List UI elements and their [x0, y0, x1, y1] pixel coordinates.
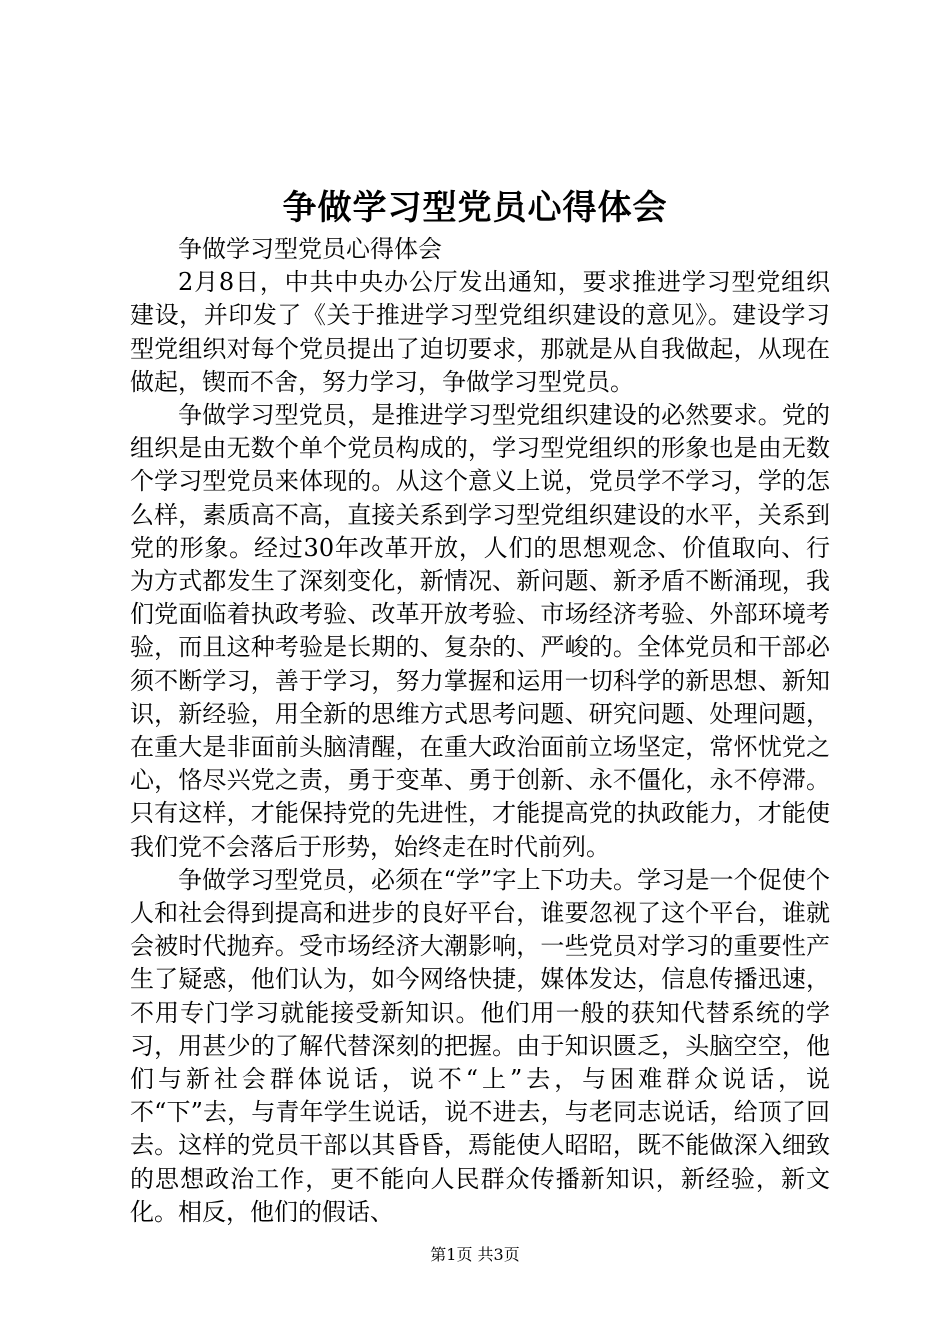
page-number-footer: 第1页 共3页: [430, 1245, 520, 1264]
document-title: 争做学习型党员心得体会: [282, 188, 668, 228]
paragraph-2: 争做学习型党员，是推进学习型党组织建设的必然要求。党的组织是由无数个单个党员构成的，学习型党组织的形象也是由无数个学习型党员来体现的。从这个意义上说，党员学不学习，学的怎么样，素质高不高，直接关系到学习型党组织建设的水平，关系到党的形象。经过30年改革开放，人们的思想观念、价值取向、行为方式都发生了深刻变化，新情况、新问题、新矛盾不断涌现，我们党面临着执政考验、改革开放考验、市场经济考验、外部环境考验，而且这种考验是长期的、复杂的、严峻的。全体党员和干部必须不断学习，善于学习，努力掌握和运用一切科学的新思想、新知识，新经验，用全新的思维方式思考问题、研究问题、处理问题，在重大是非面前头脑清醒，在重大政治面前立场坚定，常怀忧党之心，恪尽兴党之责，勇于变革、勇于创新、永不僵化，永不停滞。只有这样，才能保持党的先进性，才能提高党的执政能力，才能使我们党不会落后于形势，始终走在时代前列。: [130, 401, 830, 861]
document-body: [130, 233, 830, 1229]
paragraph-heading: 争做学习型党员心得体会: [178, 235, 442, 263]
paragraph-3: 争做学习型党员，必须在“学”字上下功夫。学习是一个促使个人和社会得到提高和进步的良好平台，谁要忽视了这个平台，谁就会被时代抛弃。受市场经济大潮影响，一些党员对学习的重要性产生了疑惑，他们认为，如今网络快捷，媒体发达，信息传播迅速，不用专门学习就能接受新知识。他们用一般的获知代替系统的学习，用甚少的了解代替深刻的把握。由于知识匮乏，头脑空空，他们与新社会群体说话，说不“上”去，与困难群众说话，说不“下”去，与青年学生说话，说不进去，与老同志说话，给顶了回去。这样的党员干部以其昏昏，焉能使人昭昭，既不能做深入细致的思想政治工作，更不能向人民群众传播新知识，新经验，新文化。相反，他们的假话、: [130, 865, 830, 1226]
paragraph-1: 2月8日，中共中央办公厅发出通知，要求推进学习型党组织建设，并印发了《关于推进学习型党组织建设的意见》。建设学习型党组织对每个党员提出了迫切要求，那就是从自我做起，从现在做起，锲而不舍，努力学习，争做学习型党员。: [130, 268, 830, 396]
